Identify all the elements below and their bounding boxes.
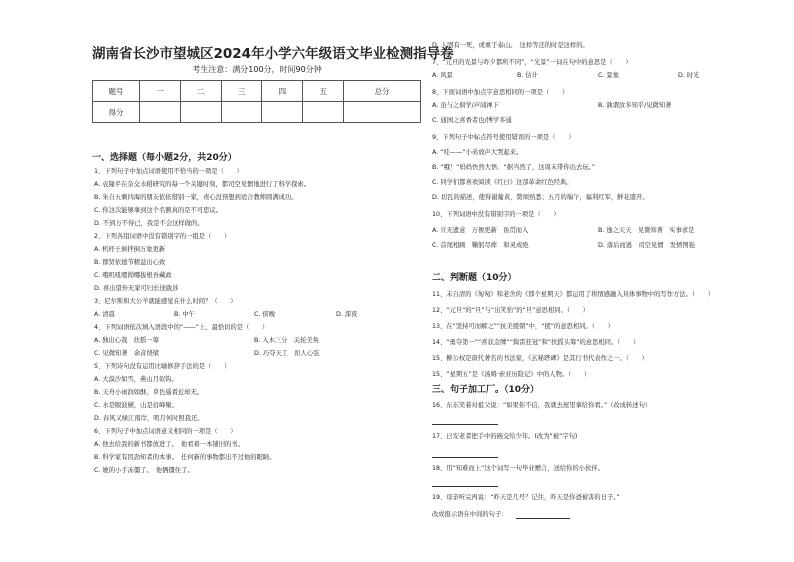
- judge-item-11: 11、未自清的《匆匆》和老舍的《那个星期天》都运用了将情感融入具体事物中的写作方法。（ ）: [432, 291, 714, 298]
- question-2: 2、下列各组词语中没有错别字的一组是（ ）: [94, 233, 231, 240]
- q8-option-b: B. 孰谓汝多知乎/见微知著: [598, 102, 672, 109]
- question-3: 3、尼尔斯和大公羊就能感觉在什么时间？（ ）: [94, 298, 237, 305]
- section2-header: 二、判断题（10分）: [432, 273, 517, 283]
- score-blank-cell[interactable]: [303, 102, 344, 123]
- score-blank-cell[interactable]: [344, 102, 421, 123]
- score-table-header-row: [93, 81, 421, 102]
- question-1: 1、下列句子中加点词语使用不恰当的一项是（ ）: [94, 168, 243, 175]
- q6-option-b: B. 科学家有因劲知者的本事。 任何新的事物都出不过他的眼睛。: [94, 454, 276, 461]
- score-cell: 总分: [344, 81, 421, 102]
- score-cell: 三: [221, 81, 262, 102]
- q2-option-a: A. 机杼王候拌倒万象更新: [94, 246, 166, 253]
- q1-option-b: B. 朱自五剩四海的朋友依依惜别一家，责心没预想到适合教师圆满成功。: [94, 194, 298, 201]
- score-blank-cell[interactable]: [221, 102, 262, 123]
- question-19: 19、母亲听完再说：“昨天是几号？记住，昨天是你爸被害的日子。”: [432, 494, 620, 501]
- q7-option-b: B. 估计: [517, 72, 538, 79]
- q10-option-a: A. 亘无遗意 万像更新 鱼贯而入: [432, 227, 529, 234]
- right-d-line: D. 人固有一死，或重于泰山。 这样等还的时是这样的。: [432, 42, 589, 49]
- score-cell: 题号: [93, 81, 140, 102]
- q3-option-d: D. 深夜: [336, 311, 358, 318]
- section1-header: 一、选择题（每小题2分，共20分）: [92, 153, 237, 163]
- q1-option-d: D. 不到万不得已，我是不会这样做的。: [94, 220, 204, 227]
- question-6: 6、下列句子中加点词语意义相同的一项是（ ）: [94, 428, 237, 435]
- q1-option-a: A. 袁隆平在杂交水稻研究的每一个关键时刻，都司空见惯地进行了科学探索。: [94, 181, 310, 188]
- judge-item-14: 14、“勇夺第一”“喜获金牌”“捣雷狂冠”和“扶摇头筹”的意思相同。（ ）: [432, 339, 640, 346]
- q5-option-b: B. 天舟小雨润如酥，草色遥看近却无。: [94, 389, 204, 396]
- q9-option-c: C. 同学们都喜欢阅读《红日》这部革命红色经典。: [432, 179, 573, 186]
- judge-item-13: 13、在“坚持可而解之”“抗美援朝”中，“援”的意思相同。（ ）: [432, 323, 614, 330]
- judge-item-15b: 15、“星期五”是《汤姆·索亚历险记》中的人物。（ ）: [432, 371, 591, 378]
- q8-option-c: C. 通园之喜香者也/博学多通: [432, 117, 512, 124]
- exam-title: 湖南省长沙市望城区2024年小学六年级语文毕业检测指导卷: [92, 46, 454, 62]
- q3-option-a: A. 清晨: [94, 311, 115, 318]
- q10-option-b: B. 逸之天天 见微知著 实事求是: [598, 227, 695, 234]
- score-cell: 得分: [93, 102, 140, 123]
- score-cell: 二: [180, 81, 221, 102]
- question-8: 8、下面词语中加点字意思相同的一项是（ ）: [432, 89, 569, 96]
- q4-option-c: C. 见微知著 余音绕梁: [94, 350, 160, 357]
- answer-line-16[interactable]: [432, 424, 498, 425]
- exam-notice: 考生注意：满分100分，时间90分钟: [192, 65, 322, 74]
- q6-option-c: C. 她的小手冻僵了。 他俩僵住了。: [94, 467, 194, 474]
- q10-option-c: C. 首尾相顾 鞠躬尽瘁 和灵成绝: [432, 242, 529, 249]
- q7-option-a: A. 风景: [432, 72, 453, 79]
- score-blank-cell[interactable]: [262, 102, 303, 123]
- answer-line-18[interactable]: [432, 486, 498, 487]
- q4-option-a: A. 独出心裁 扶摇一筹: [94, 337, 159, 344]
- q9-option-b: B. “哦！”妈妈快然大悟：“据当然了，这周末带你出去玩。”: [432, 164, 596, 171]
- q4-option-b: B. 入木三分 关轮美奂: [254, 337, 319, 344]
- score-table-score-row: [93, 102, 421, 123]
- q3-option-b: B. 中午: [174, 311, 195, 318]
- question-5: 5、下列诗句没有运用比喻修辞手法的是（ ）: [94, 363, 231, 370]
- answer-line-17[interactable]: [432, 457, 498, 458]
- question-7: 7、“元旦的光景与昨夕都所不同”，“光景”一词在句中的意思是（ ）: [432, 59, 632, 66]
- question-19-instruction: 改成报示语在中间的句子：: [432, 511, 508, 518]
- q9-option-a: A. “哇——”小弟放声大哭起来。: [432, 149, 523, 156]
- q2-option-b: B. 群贤依德节精益出心致: [94, 259, 166, 266]
- q2-option-d: D. 喜出望外无家可归长途跋涉: [94, 285, 179, 292]
- q8-option-a: A. 虽与之俱学/声闻禅下: [432, 102, 499, 109]
- question-9: 9、下列句子中标点符号使用错误的一项是（ ）: [432, 134, 575, 141]
- q7-option-c: C. 景象: [598, 72, 619, 79]
- answer-line-19[interactable]: [516, 518, 570, 519]
- question-18: 18、用“知难而上”这个词写一句毕业赠言，送给你的小伙伴。: [432, 465, 604, 472]
- q3-option-c: C. 傍晚: [254, 311, 275, 318]
- q6-option-a: A. 他去给我的新书都放进了。 他看着一本铺旧的书。: [94, 441, 244, 448]
- score-cell: 五: [303, 81, 344, 102]
- question-10: 10、下列词语中没有错别字的一项是（ ）: [432, 211, 560, 218]
- question-17: 17、日安老者把手中的碗交给少年。(改为“被”字句): [432, 433, 578, 440]
- score-blank-cell[interactable]: [180, 102, 221, 123]
- section3-header: 三、句子加工厂。（10分）: [432, 385, 540, 395]
- q5-option-c: C. 水是眼波横，山是眉峰聚。: [94, 402, 178, 409]
- q5-option-a: A. 大漠沙如雪，燕山月似钩。: [94, 376, 178, 383]
- question-16: 16、东东笑着对祖父说：“如果你不信，我就去屋里拿给你看。”（改成转述句）: [432, 402, 652, 409]
- score-blank-cell[interactable]: [140, 102, 181, 123]
- judge-item-15: 15、柳公权是唐代著名的书法家，《玄秘塔碑》是其行书代表作之一。（ ）: [432, 355, 648, 362]
- score-table: [92, 80, 421, 123]
- q10-option-d: D. 落后而逃 司空见惯 发愤图强: [598, 242, 696, 249]
- q4-option-d: D. 巧夺天工 扣人心弦: [254, 350, 320, 357]
- score-cell: 四: [262, 81, 303, 102]
- score-cell: 一: [140, 81, 181, 102]
- q5-option-d: D. 春风又绿江南岸，明月何时照我还。: [94, 415, 204, 422]
- q1-option-c: C. 你这次能够拿到这个名额真的是不可思议。: [94, 207, 223, 214]
- q7-option-d: D. 时光: [678, 72, 700, 79]
- q9-option-d: D. 切瓦的描述，使得谢葡黄，赞颂熟悉；五月的端午，福利红军，鲜花盛开。: [432, 194, 649, 201]
- judge-item-12: 12、“元旦”的“旦”与“出笑怡”的“旦”意思相同。（ ）: [432, 307, 589, 314]
- q2-option-c: C. 哦叽吼嗯拗哪拔根吾藏政: [94, 272, 172, 279]
- question-4: 4、下列词语依次填入语段中的“——”上，最恰切的是（ ）: [94, 324, 269, 331]
